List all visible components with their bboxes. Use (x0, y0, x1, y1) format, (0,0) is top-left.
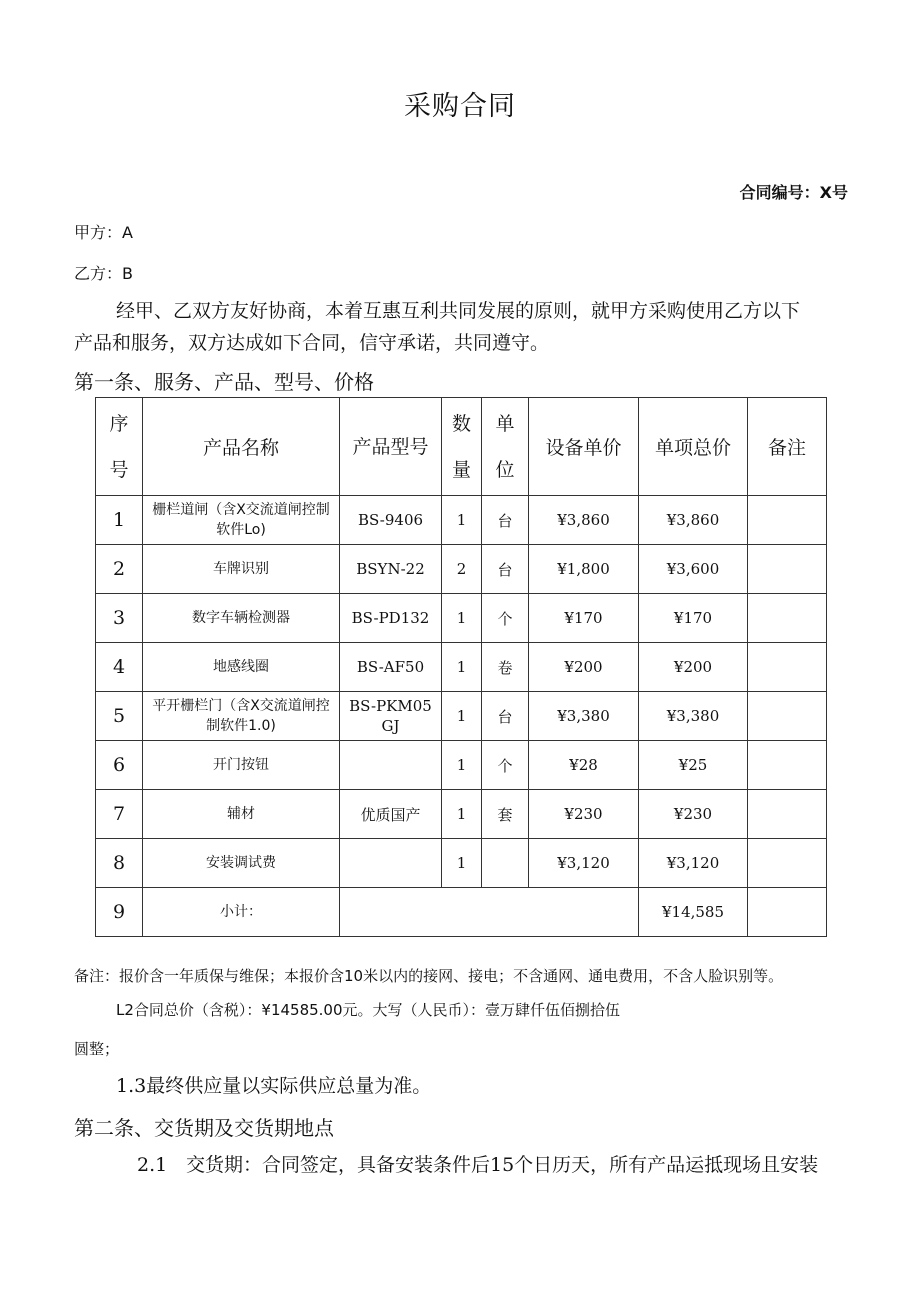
row-unit: 卷 (482, 643, 529, 692)
row-total: ¥3,380 (639, 692, 748, 741)
row-remark (748, 594, 827, 643)
table-row (96, 594, 827, 643)
row-model: BS-AF50 (340, 643, 442, 692)
clause-1-3: 1.3最终供应量以实际供应总量为准。 (116, 1075, 432, 1097)
row-unit: 台 (482, 692, 529, 741)
subtotal-row (96, 888, 827, 937)
total-price-line-cont: 圆整； (74, 1040, 120, 1058)
product-table (95, 397, 827, 937)
table-row (96, 839, 827, 888)
party-a: 甲方：A (74, 223, 133, 242)
row-model: 优质国产 (340, 790, 442, 839)
row-unit (482, 839, 529, 888)
header-name: 产品名称 (143, 398, 340, 496)
subtotal-label: 小计： (143, 888, 340, 937)
subtotal-total: ¥14,585 (639, 888, 748, 937)
row-model: BS-PD132 (340, 594, 442, 643)
party-b: 乙方：B (74, 264, 133, 283)
row-total: ¥3,120 (639, 839, 748, 888)
row-unit: 台 (482, 545, 529, 594)
row-name: 车牌识别 (143, 545, 340, 594)
row-idx: 6 (96, 741, 143, 790)
row-remark (748, 545, 827, 594)
row-idx: 8 (96, 839, 143, 888)
intro-line-2: 产品和服务，双方达成如下合同，信守承诺，共同遵守。 (74, 332, 550, 354)
row-remark (748, 741, 827, 790)
clause-2-1-text: 交货期：合同签定，具备安装条件后15个日历天，所有产品运抵现场且安装 (186, 1154, 819, 1176)
row-price: ¥3,380 (529, 692, 639, 741)
row-remark (748, 790, 827, 839)
table-row (96, 692, 827, 741)
row-remark (748, 692, 827, 741)
row-model (340, 839, 442, 888)
row-model: BS-9406 (340, 496, 442, 545)
row-name: 辅材 (143, 790, 340, 839)
header-qty: 数量 (442, 398, 482, 496)
row-price: ¥28 (529, 741, 639, 790)
row-price: ¥1,800 (529, 545, 639, 594)
header-model: 产品型号 (340, 398, 442, 496)
row-idx: 2 (96, 545, 143, 594)
subtotal-blank (340, 888, 639, 937)
remark-note: 备注：报价含一年质保与维保；本报价含10米以内的接网、接电；不含通网、通电费用，不含人脸识别等。 (74, 967, 784, 985)
row-price: ¥3,860 (529, 496, 639, 545)
header-idx: 序号 (96, 398, 143, 496)
section-1-heading: 第一条、服务、产品、型号、价格 (74, 370, 374, 394)
row-qty: 1 (442, 839, 482, 888)
row-model: BS-PKM05GJ (340, 692, 442, 741)
header-unit: 单位 (482, 398, 529, 496)
clause-2-1-number: 2.1 (137, 1154, 168, 1176)
row-total: ¥170 (639, 594, 748, 643)
table-header-row (96, 398, 827, 496)
row-total: ¥3,860 (639, 496, 748, 545)
subtotal-remark (748, 888, 827, 937)
row-qty: 1 (442, 790, 482, 839)
row-remark (748, 643, 827, 692)
row-idx: 4 (96, 643, 143, 692)
row-qty: 1 (442, 594, 482, 643)
row-qty: 1 (442, 741, 482, 790)
row-qty: 1 (442, 643, 482, 692)
table-row (96, 496, 827, 545)
row-qty: 1 (442, 692, 482, 741)
row-remark (748, 496, 827, 545)
row-model (340, 741, 442, 790)
intro-line-1: 经甲、乙双方友好协商，本着互惠互利共同发展的原则，就甲方采购使用乙方以下 (116, 300, 801, 322)
table-row (96, 790, 827, 839)
row-idx: 5 (96, 692, 143, 741)
row-idx: 3 (96, 594, 143, 643)
contract-number: 合同编号：X号 (739, 183, 848, 202)
header-unit-price: 设备单价 (529, 398, 639, 496)
subtotal-idx: 9 (96, 888, 143, 937)
row-price: ¥200 (529, 643, 639, 692)
row-idx: 1 (96, 496, 143, 545)
row-name: 安装调试费 (143, 839, 340, 888)
row-name: 数字车辆检测器 (143, 594, 340, 643)
row-unit: 套 (482, 790, 529, 839)
row-name: 地感线圈 (143, 643, 340, 692)
row-name: 开门按钮 (143, 741, 340, 790)
row-total: ¥200 (639, 643, 748, 692)
table-row (96, 643, 827, 692)
page-title: 采购合同 (404, 91, 516, 122)
row-unit: 台 (482, 496, 529, 545)
row-remark (748, 839, 827, 888)
row-total: ¥25 (639, 741, 748, 790)
row-model: BSYN-22 (340, 545, 442, 594)
row-total: ¥3,600 (639, 545, 748, 594)
row-price: ¥170 (529, 594, 639, 643)
table-row (96, 741, 827, 790)
row-price: ¥3,120 (529, 839, 639, 888)
section-2-heading: 第二条、交货期及交货期地点 (74, 1116, 334, 1140)
total-price-line: L2合同总价（含税）：¥14585.00元。大写（人民币）：壹万肆仟伍佰捌拾伍 (116, 1001, 621, 1019)
row-price: ¥230 (529, 790, 639, 839)
row-unit: 个 (482, 741, 529, 790)
header-total-price: 单项总价 (639, 398, 748, 496)
row-name: 栅栏道闸（含X交流道闸控制软件Lo) (143, 496, 340, 545)
row-idx: 7 (96, 790, 143, 839)
row-qty: 1 (442, 496, 482, 545)
table-row (96, 545, 827, 594)
header-remark: 备注 (748, 398, 827, 496)
row-unit: 个 (482, 594, 529, 643)
row-total: ¥230 (639, 790, 748, 839)
row-name: 平开栅栏门（含X交流道闸控制软件1.0) (143, 692, 340, 741)
row-qty: 2 (442, 545, 482, 594)
